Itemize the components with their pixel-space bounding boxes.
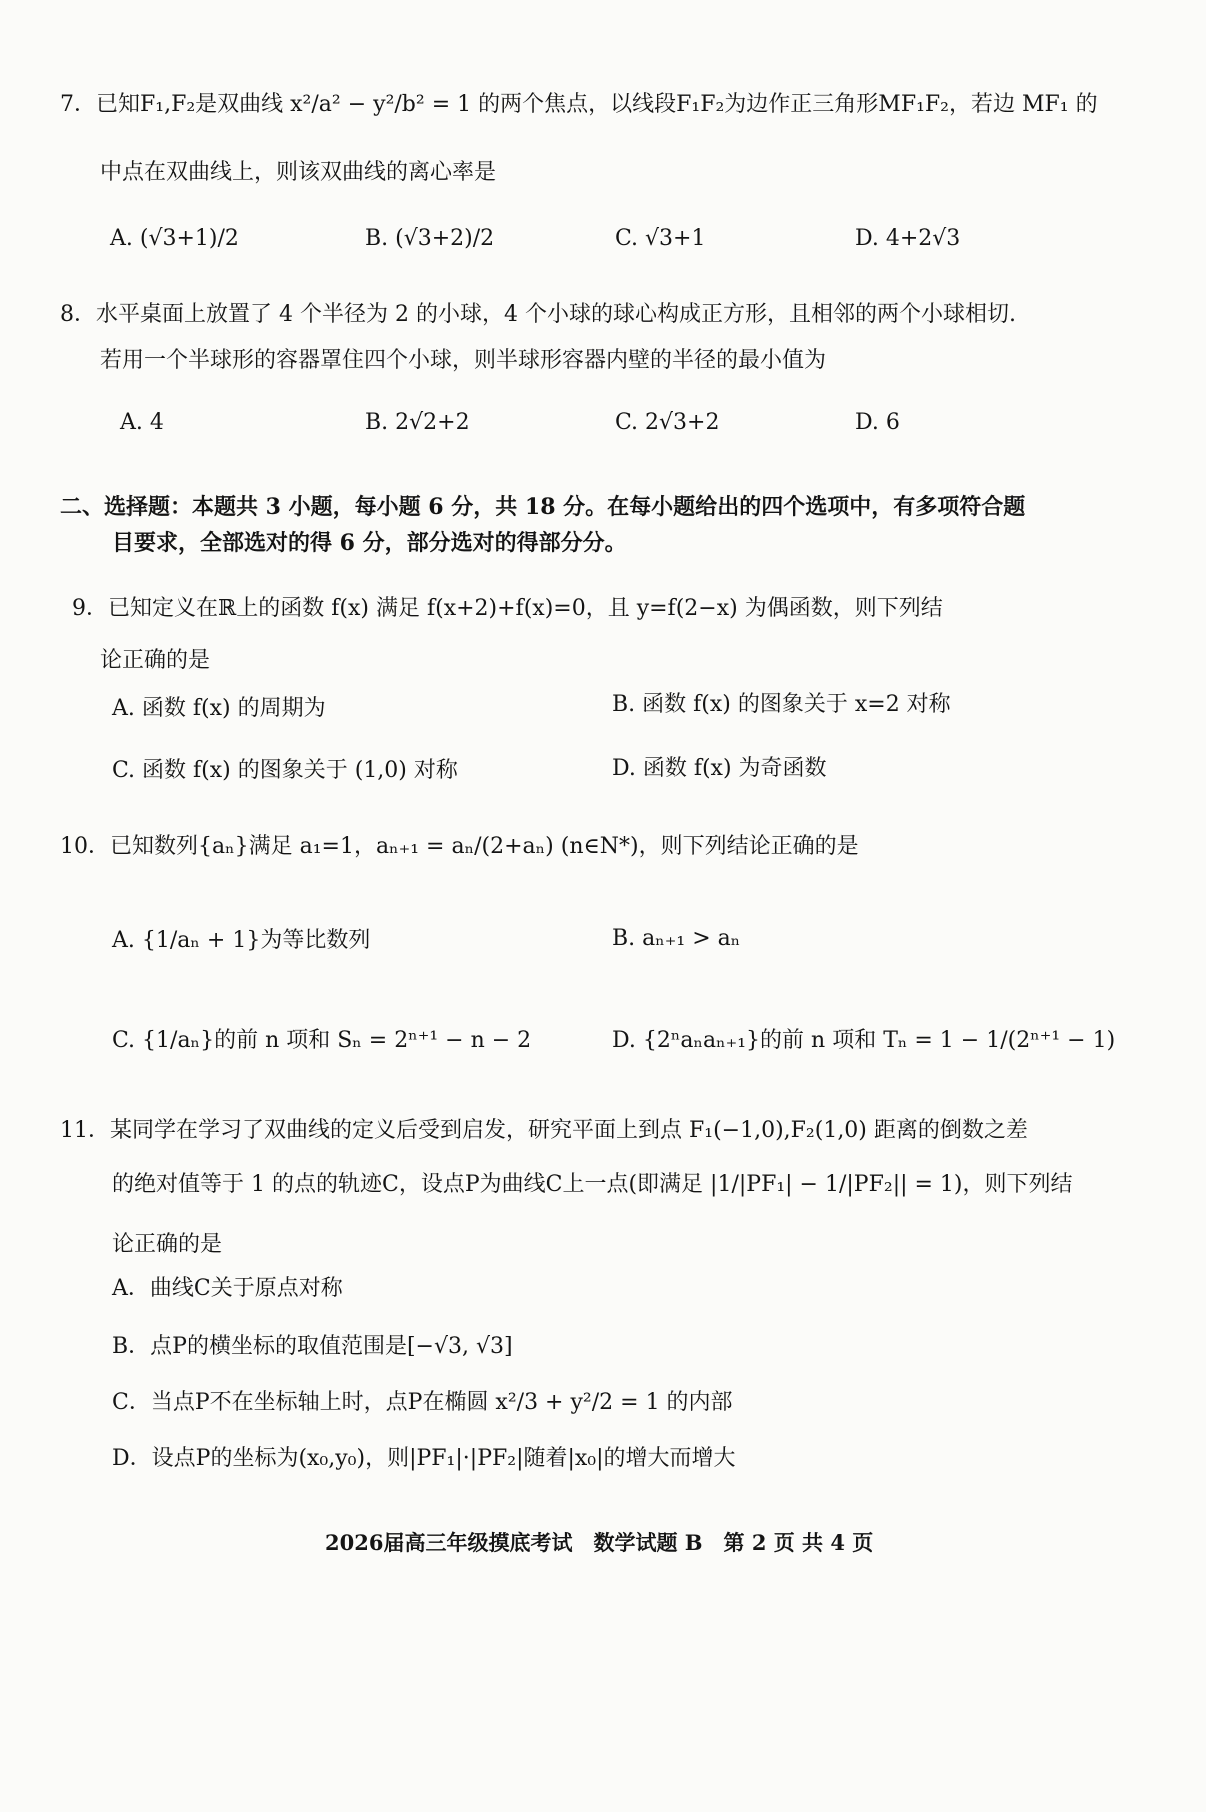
q10-option-d: D. {2ⁿaₙaₙ₊₁}的前 n 项和 Tₙ = 1 − 1/(2ⁿ⁺¹ − 1)	[612, 1028, 1116, 1053]
q10-option-b: B. aₙ₊₁ > aₙ	[612, 926, 741, 951]
q7-option-d: D. 4+2√3	[855, 226, 961, 251]
q9-option-c: C. 函数 f(x) 的图象关于 (1,0) 对称	[112, 758, 458, 783]
q11-option-d: D．设点P的坐标为(x₀,y₀)，则|PF₁|·|PF₂|随着|x₀|的增大而增大	[112, 1446, 736, 1471]
q8-option-a: A. 4	[120, 410, 164, 435]
q9-stem-line-2: 论正确的是	[100, 648, 211, 673]
section-2-line-2: 目要求，全部选对的得 6 分，部分选对的得部分分。	[112, 530, 627, 556]
q11-stem-line-3: 论正确的是	[112, 1232, 223, 1257]
q11-stem-line-1: 11．某同学在学习了双曲线的定义后受到启发，研究平面上到点 F₁(−1,0),F₂(1,0) 距离的倒数之差	[60, 1118, 1028, 1143]
q11-option-b: B．点P的横坐标的取值范围是[−√3, √3]	[112, 1334, 513, 1359]
q11-stem-line-2: 的绝对值等于 1 的点的轨迹C，设点P为曲线C上一点(即满足 |1/|PF₁| − 1/|PF₂|| = 1)，则下列结	[112, 1172, 1073, 1197]
q8-option-c: C. 2√3+2	[615, 410, 720, 435]
q8-stem-line-2: 若用一个半球形的容器罩住四个小球，则半球形容器内壁的半径的最小值为	[100, 348, 827, 373]
q7-option-b: B. (√3+2)/2	[365, 226, 495, 251]
q9-stem-line-1: 9．已知定义在ℝ上的函数 f(x) 满足 f(x+2)+f(x)=0，且 y=f(2−x) 为偶函数，则下列结	[72, 596, 943, 621]
q8-option-d: D. 6	[855, 410, 900, 435]
page-footer: 2026届高三年级摸底考试 数学试题 B 第 2 页 共 4 页	[325, 1530, 874, 1555]
q11-option-c: C．当点P不在坐标轴上时，点P在椭圆 x²/3 + y²/2 = 1 的内部	[112, 1390, 733, 1415]
q7-option-c: C. √3+1	[615, 226, 706, 251]
q10-option-c: C. {1/aₙ}的前 n 项和 Sₙ = 2ⁿ⁺¹ − n − 2	[112, 1028, 532, 1053]
q7-stem-line-2: 中点在双曲线上，则该双曲线的离心率是	[100, 160, 497, 185]
q11-option-a: A．曲线C关于原点对称	[112, 1276, 343, 1301]
q7-option-a: A. (√3+1)/2	[110, 226, 239, 251]
q8-option-b: B. 2√2+2	[365, 410, 470, 435]
q10-option-a: A. {1/aₙ + 1}为等比数列	[112, 928, 371, 953]
q9-option-b: B. 函数 f(x) 的图象关于 x=2 对称	[612, 692, 951, 717]
q8-stem-line-1: 8．水平桌面上放置了 4 个半径为 2 的小球，4 个小球的球心构成正方形，且相邻的两个小球相切.	[60, 302, 1016, 327]
q10-stem-line-1: 10．已知数列{aₙ}满足 a₁=1，aₙ₊₁ = aₙ/(2+aₙ) (n∈N*)，则下列结论正确的是	[60, 834, 859, 859]
q9-option-a: A. 函数 f(x) 的周期为	[112, 696, 326, 721]
section-2-line-1: 二、选择题：本题共 3 小题，每小题 6 分，共 18 分。在每小题给出的四个选项中，有多项符合题	[60, 494, 1026, 520]
q7-stem-line-1: 7．已知F₁,F₂是双曲线 x²/a² − y²/b² = 1 的两个焦点，以线段F₁F₂为边作正三角形MF₁F₂，若边 MF₁ 的	[60, 92, 1098, 117]
q9-option-d: D. 函数 f(x) 为奇函数	[612, 756, 827, 781]
